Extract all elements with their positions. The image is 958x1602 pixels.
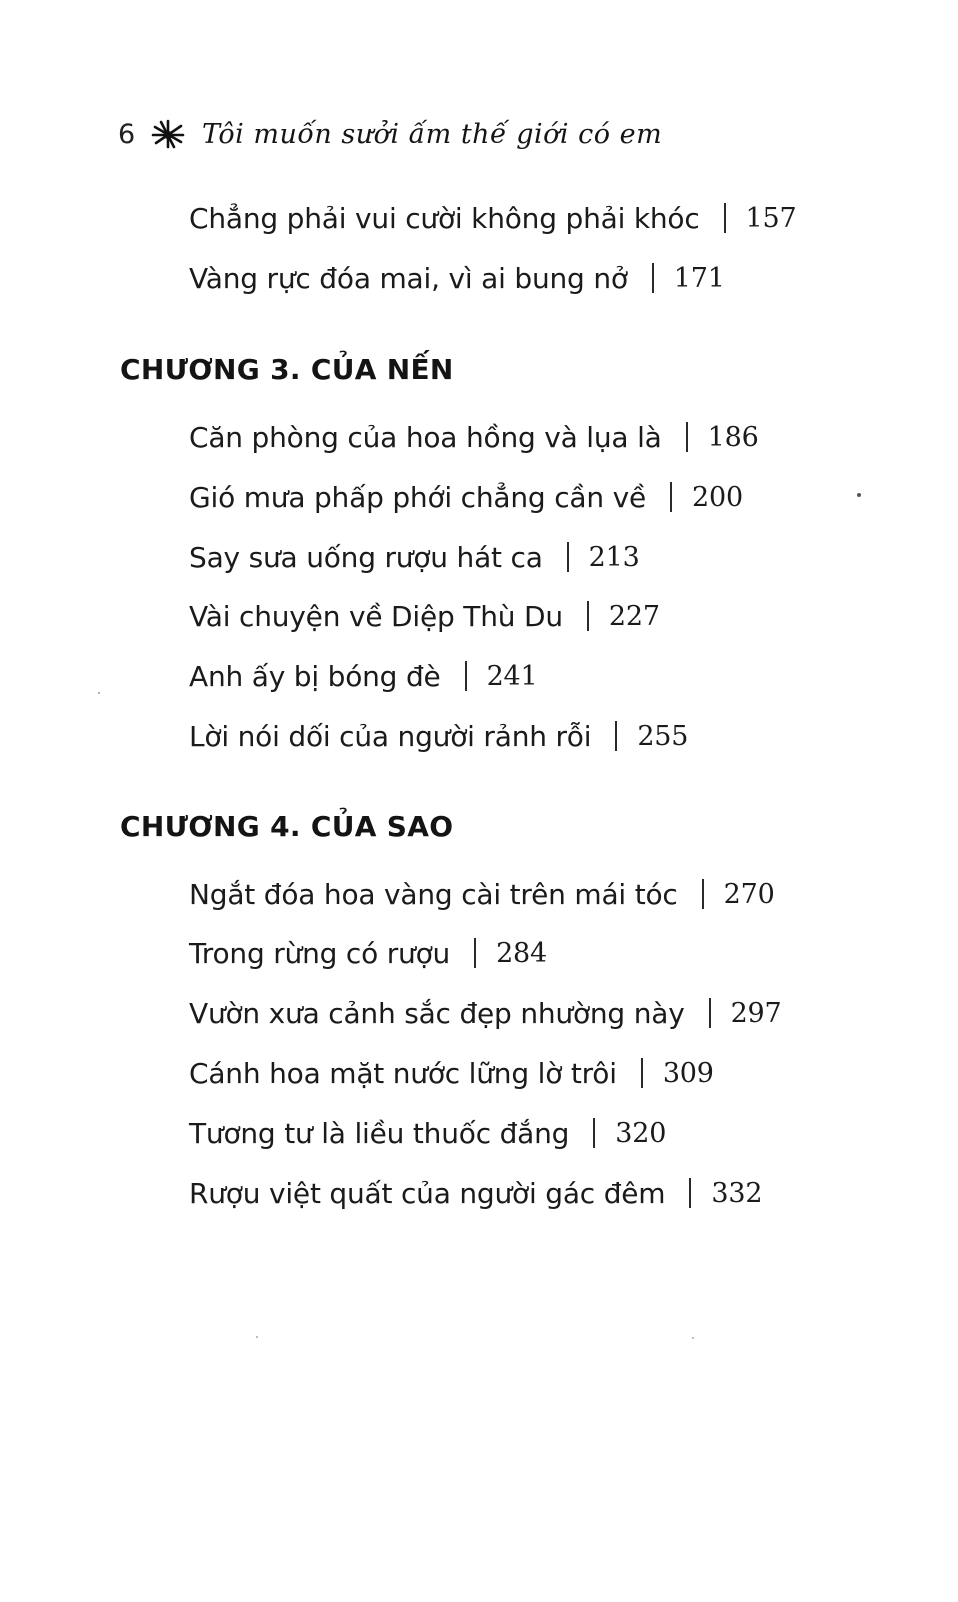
toc-entry[interactable] [189, 412, 759, 462]
scan-speck [98, 692, 100, 694]
entry-page: 200 [692, 481, 743, 513]
entry-title: Anh ấy bị bóng đè [189, 659, 441, 693]
scan-speck [256, 1336, 258, 1338]
toc-entry[interactable] [189, 193, 796, 243]
separator [670, 482, 672, 512]
separator [593, 1118, 595, 1148]
separator [689, 1178, 691, 1208]
separator [652, 263, 654, 293]
toc-entry[interactable] [189, 1048, 714, 1098]
toc-entry[interactable] [189, 253, 725, 303]
entry-page: 284 [496, 937, 548, 969]
entry-page: 320 [615, 1117, 667, 1149]
entry-title: Căn phòng của hoa hồng và lụa là [189, 420, 662, 454]
chapter-heading: CHƯƠNG 4. CỦA SAO [120, 809, 454, 843]
entry-page: 213 [588, 541, 640, 573]
toc-entry[interactable] [189, 591, 660, 641]
book-title: Tôi muốn sưởi ấm thế giới có em [202, 118, 663, 150]
toc-entry[interactable] [189, 472, 743, 522]
entry-title: Tương tư là liều thuốc đắng [189, 1116, 570, 1150]
entry-title: Vàng rực đóa mai, vì ai bung nở [189, 261, 628, 295]
page-number: 6 [118, 118, 136, 150]
separator [686, 422, 688, 452]
separator [724, 203, 726, 233]
star-flower-icon [150, 118, 186, 150]
toc-entry[interactable] [189, 711, 688, 761]
toc-entry[interactable] [189, 1168, 762, 1218]
toc-entry[interactable] [189, 928, 547, 978]
entry-title: Ngắt đóa hoa vàng cài trên mái tóc [189, 877, 678, 911]
entry-title: Vài chuyện về Diệp Thù Du [189, 599, 563, 633]
entry-title: Gió mưa phấp phới chẳng cần về [189, 480, 646, 514]
scan-speck [857, 493, 861, 497]
toc-entry[interactable] [189, 651, 538, 701]
entry-page: 157 [745, 202, 797, 234]
entry-title: Lời nói dối của người rảnh rỗi [189, 719, 592, 753]
entry-page: 255 [637, 720, 689, 752]
entry-title: Vườn xưa cảnh sắc đẹp nhường này [189, 996, 685, 1030]
separator [587, 601, 589, 631]
separator [641, 1058, 643, 1088]
scan-speck [692, 1337, 694, 1339]
entry-page: 227 [608, 600, 660, 632]
entry-title: Chẳng phải vui cười không phải khóc [189, 201, 700, 235]
separator [474, 938, 476, 968]
separator [709, 998, 711, 1028]
entry-page: 309 [662, 1057, 714, 1089]
separator [567, 542, 569, 572]
entry-page: 186 [707, 421, 759, 453]
toc-entry[interactable] [189, 869, 775, 919]
entry-page: 270 [723, 878, 775, 910]
toc-entry[interactable] [189, 1108, 666, 1158]
toc-entry[interactable] [189, 532, 640, 582]
separator [702, 879, 704, 909]
running-header [118, 112, 662, 156]
entry-title: Cánh hoa mặt nước lững lờ trôi [189, 1056, 617, 1090]
entry-page: 332 [711, 1177, 763, 1209]
entry-page: 241 [486, 660, 538, 692]
entry-title: Rượu việt quất của người gác đêm [189, 1176, 666, 1210]
entry-page: 171 [673, 262, 725, 294]
toc-entry[interactable] [189, 988, 782, 1038]
separator [465, 661, 467, 691]
separator [615, 721, 617, 751]
entry-title: Say sưa uống rượu hát ca [189, 540, 543, 574]
entry-title: Trong rừng có rượu [189, 936, 451, 970]
chapter-heading: CHƯƠNG 3. CỦA NẾN [120, 352, 454, 386]
entry-page: 297 [730, 997, 782, 1029]
